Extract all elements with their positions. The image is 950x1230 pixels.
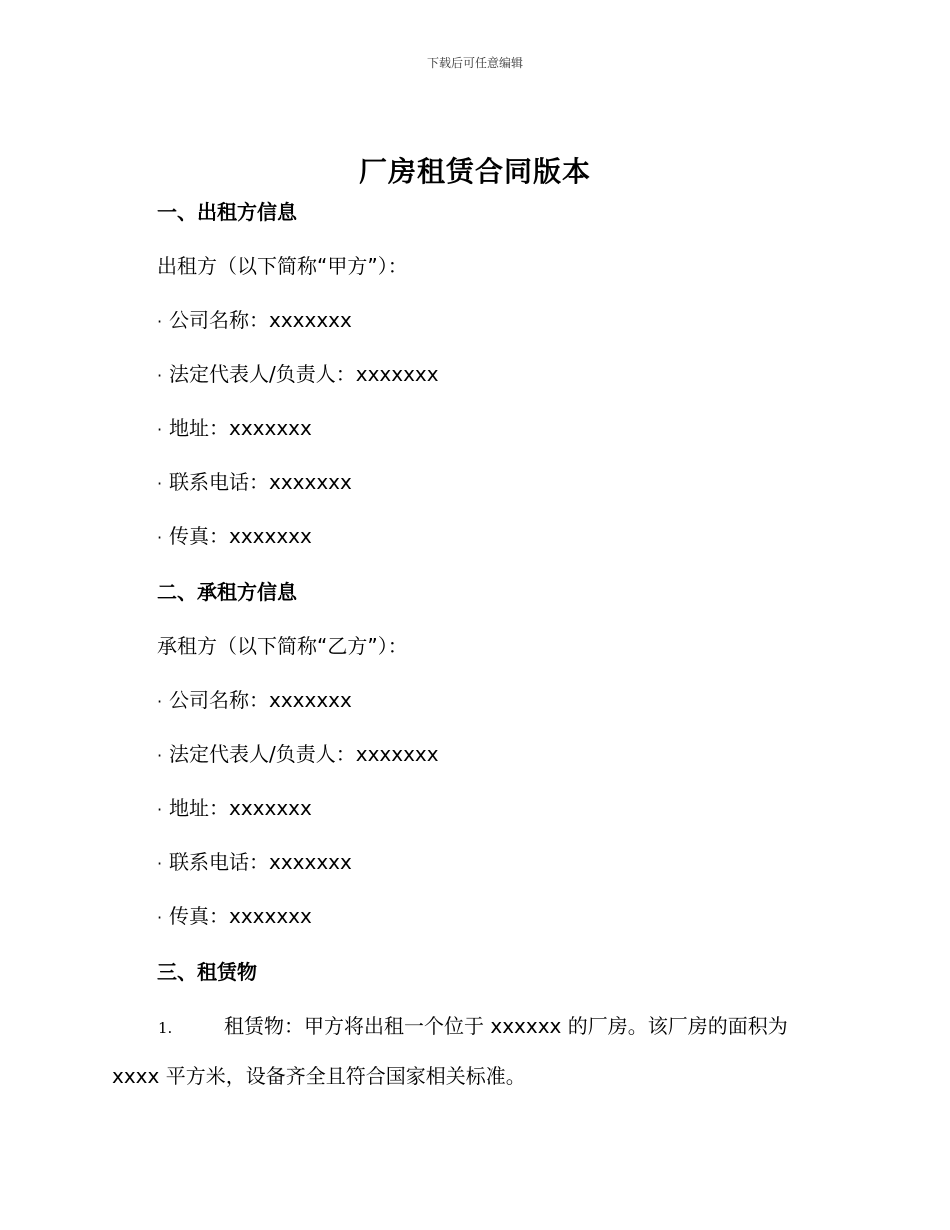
bullet: ·	[157, 692, 163, 711]
lessor-legal-representative: · 法定代表人/负责人：xxxxxxx	[157, 360, 439, 390]
bullet: ·	[157, 366, 163, 385]
clause-number: 1.	[158, 1019, 173, 1037]
lease-object-clause	[112, 1002, 828, 1100]
section2-heading: 二、承租方信息	[157, 580, 297, 604]
page-header-note: 下载后可任意编辑	[426, 56, 523, 70]
lessee-fax: · 传真：xxxxxxx	[157, 902, 312, 932]
lessee-company-name: · 公司名称：xxxxxxx	[157, 686, 352, 716]
section1-intro: 出租方（以下简称“甲方”）：	[157, 254, 408, 278]
section3-heading: 三、租赁物	[157, 960, 257, 984]
bullet: ·	[157, 800, 163, 819]
lessor-address: · 地址：xxxxxxx	[157, 414, 312, 444]
bullet: ·	[157, 854, 163, 873]
document-title: 厂房租赁合同版本	[358, 155, 591, 188]
lessor-fax: · 传真：xxxxxxx	[157, 522, 312, 552]
bullet: ·	[157, 746, 163, 765]
lessee-phone: · 联系电话：xxxxxxx	[157, 848, 352, 878]
bullet: ·	[157, 528, 163, 547]
bullet: ·	[157, 420, 163, 439]
lessee-legal-representative: · 法定代表人/负责人：xxxxxxx	[157, 740, 439, 770]
bullet: ·	[157, 474, 163, 493]
section1-heading: 一、出租方信息	[157, 200, 297, 224]
lessee-address: · 地址：xxxxxxx	[157, 794, 312, 824]
section2-intro: 承租方（以下简称“乙方”）：	[157, 634, 408, 658]
bullet: ·	[157, 312, 163, 331]
clause-text: 租赁物：甲方将出租一个位于 xxxxxx 的厂房。该厂房的面积为 xxxx 平方米，设备齐全且符合国家相关标准。	[112, 1014, 788, 1088]
lessor-company-name: · 公司名称：xxxxxxx	[157, 306, 352, 336]
lessor-phone: · 联系电话：xxxxxxx	[157, 468, 352, 498]
bullet: ·	[157, 908, 163, 927]
